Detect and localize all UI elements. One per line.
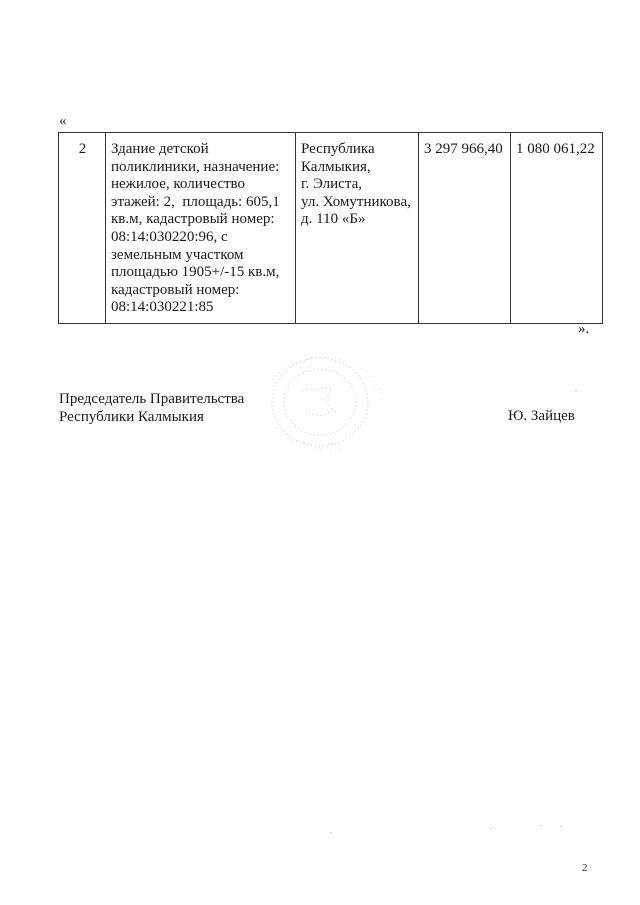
- closing-quote: ».: [578, 321, 590, 337]
- scan-speck: [540, 825, 542, 826]
- description-line: Здание детской: [111, 141, 209, 157]
- address-line: Республика: [301, 141, 375, 157]
- signatory-position: [59, 390, 244, 426]
- scan-speck: [330, 832, 332, 833]
- signer-name: Ю. Зайцев: [508, 408, 575, 424]
- value-cell-2: 1 080 061,22: [511, 133, 603, 324]
- property-description-cell: [106, 133, 296, 324]
- description-line: площадью 1905+/-15 кв.м,: [111, 264, 280, 281]
- description-line: поликлиники, назначение:: [111, 158, 280, 175]
- address-line: ул. Хомутникова,: [301, 193, 411, 210]
- scan-speck: [575, 391, 577, 392]
- description-line: нежилое, количество: [111, 176, 246, 193]
- page-number: 2: [582, 862, 588, 874]
- description-line: 08:14:030221:85: [111, 299, 214, 316]
- position-line: Республики Калмыкия: [59, 409, 204, 425]
- description-line: земельным участком: [111, 246, 244, 263]
- address-cell: [296, 133, 419, 324]
- value-cell-1: 3 297 966,40: [419, 133, 511, 324]
- description-line: кв.м, кадастровый номер:: [111, 211, 275, 228]
- description-line: кадастровый номер:: [111, 281, 240, 298]
- scan-speck: [560, 826, 562, 827]
- property-table: [58, 132, 603, 324]
- scan-speck: [490, 828, 492, 829]
- description-line: этажей: 2, площадь: 605,1: [111, 193, 280, 210]
- address-line: Калмыкия,: [301, 158, 371, 175]
- opening-quote: «: [59, 113, 67, 129]
- position-line: Председатель Правительства: [59, 391, 245, 407]
- table-row: [59, 133, 603, 324]
- address-line: д. 110 «Б»: [301, 211, 366, 228]
- description-line: 08:14:030220:96, с: [111, 228, 228, 245]
- row-number-cell: 2: [59, 133, 106, 324]
- faded-seal: [262, 350, 392, 460]
- address-line: г. Элиста,: [301, 176, 362, 193]
